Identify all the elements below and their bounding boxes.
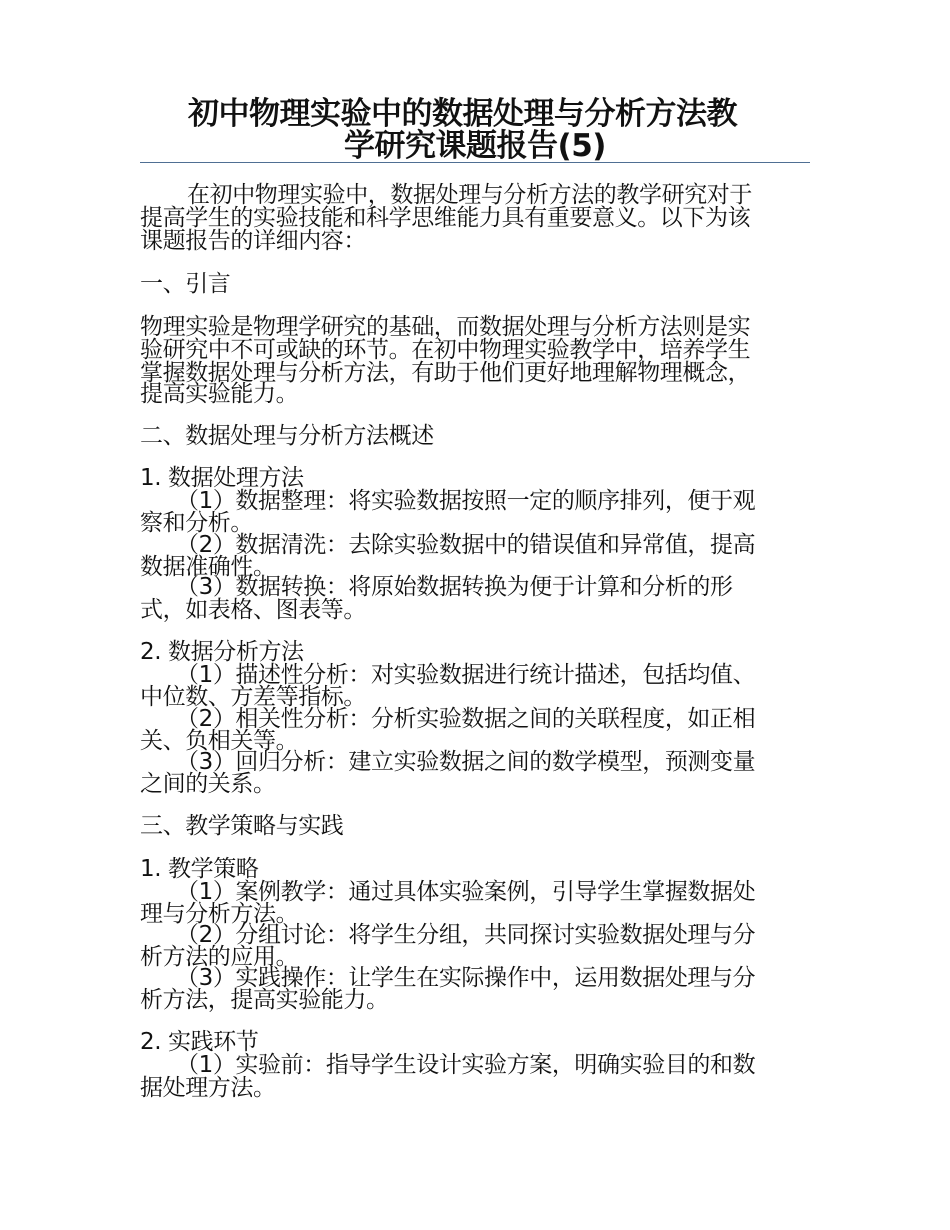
intro-line: 课题报告的详细内容：	[140, 228, 367, 254]
list-item-line: 理与分析方法。	[140, 901, 299, 927]
list-item-line: （1）案例教学：通过具体实验案例，引导学生掌握数据处	[176, 879, 756, 905]
subsection-heading: 2. 数据分析方法	[140, 639, 304, 665]
list-item-line: （2）数据清洗：去除实验数据中的错误值和异常值，提高	[176, 532, 756, 558]
list-item-line: 析方法，提高实验能力。	[140, 987, 389, 1013]
list-item-line: （3）回归分析：建立实验数据之间的数学模型，预测变量	[176, 749, 756, 775]
list-item-line: （2）相关性分析：分析实验数据之间的关联程度，如正相	[176, 706, 756, 732]
section-heading: 一、引言	[140, 271, 231, 297]
intro-line: 在初中物理实验中，数据处理与分析方法的教学研究对于	[187, 182, 753, 208]
list-item-line: 式，如表格、图表等。	[140, 597, 367, 623]
list-item-line: 中位数、方差等指标。	[140, 684, 367, 710]
paragraph-line: 掌握数据处理与分析方法，有助于他们更好地理解物理概念，	[140, 360, 751, 386]
title-line-1: 初中物理实验中的数据处理与分析方法教	[188, 96, 737, 132]
document-title	[140, 98, 810, 162]
paragraph-line: 物理实验是物理学研究的基础，而数据处理与分析方法则是实	[140, 314, 751, 340]
list-item-line: 关、负相关等。	[140, 728, 299, 754]
list-item-line: 之间的关系。	[140, 771, 276, 797]
list-item-line: （2）分组讨论：将学生分组，共同探讨实验数据处理与分	[176, 922, 756, 948]
intro-line: 提高学生的实验技能和科学思维能力具有重要意义。以下为该	[140, 205, 751, 231]
list-item-line: （1）实验前：指导学生设计实验方案，明确实验目的和数	[176, 1052, 756, 1078]
section-heading: 二、数据处理与分析方法概述	[140, 423, 434, 449]
section-heading: 三、教学策略与实践	[140, 813, 344, 839]
paragraph-line: 验研究中不可或缺的环节。在初中物理实验教学中，培养学生	[140, 337, 751, 363]
list-item-line: 析方法的应用。	[140, 944, 299, 970]
subsection-heading: 2. 实践环节	[140, 1029, 259, 1055]
list-item-line: 察和分析。	[140, 510, 254, 536]
list-item-line: 据处理方法。	[140, 1075, 276, 1101]
list-item-line: （3）实践操作：让学生在实际操作中，运用数据处理与分	[176, 965, 756, 991]
list-item-line: （1）描述性分析：对实验数据进行统计描述，包括均值、	[176, 662, 756, 688]
subsection-heading: 1. 数据处理方法	[140, 465, 304, 491]
title-divider	[140, 162, 810, 163]
list-item-line: （1）数据整理：将实验数据按照一定的顺序排列，便于观	[176, 488, 756, 514]
title-line-2: 学研究课题报告(5)	[344, 128, 606, 164]
list-item-line: （3）数据转换：将原始数据转换为便于计算和分析的形	[176, 574, 733, 600]
paragraph-line: 提高实验能力。	[140, 381, 299, 407]
subsection-heading: 1. 教学策略	[140, 856, 259, 882]
list-item-line: 数据准确性。	[140, 554, 276, 580]
